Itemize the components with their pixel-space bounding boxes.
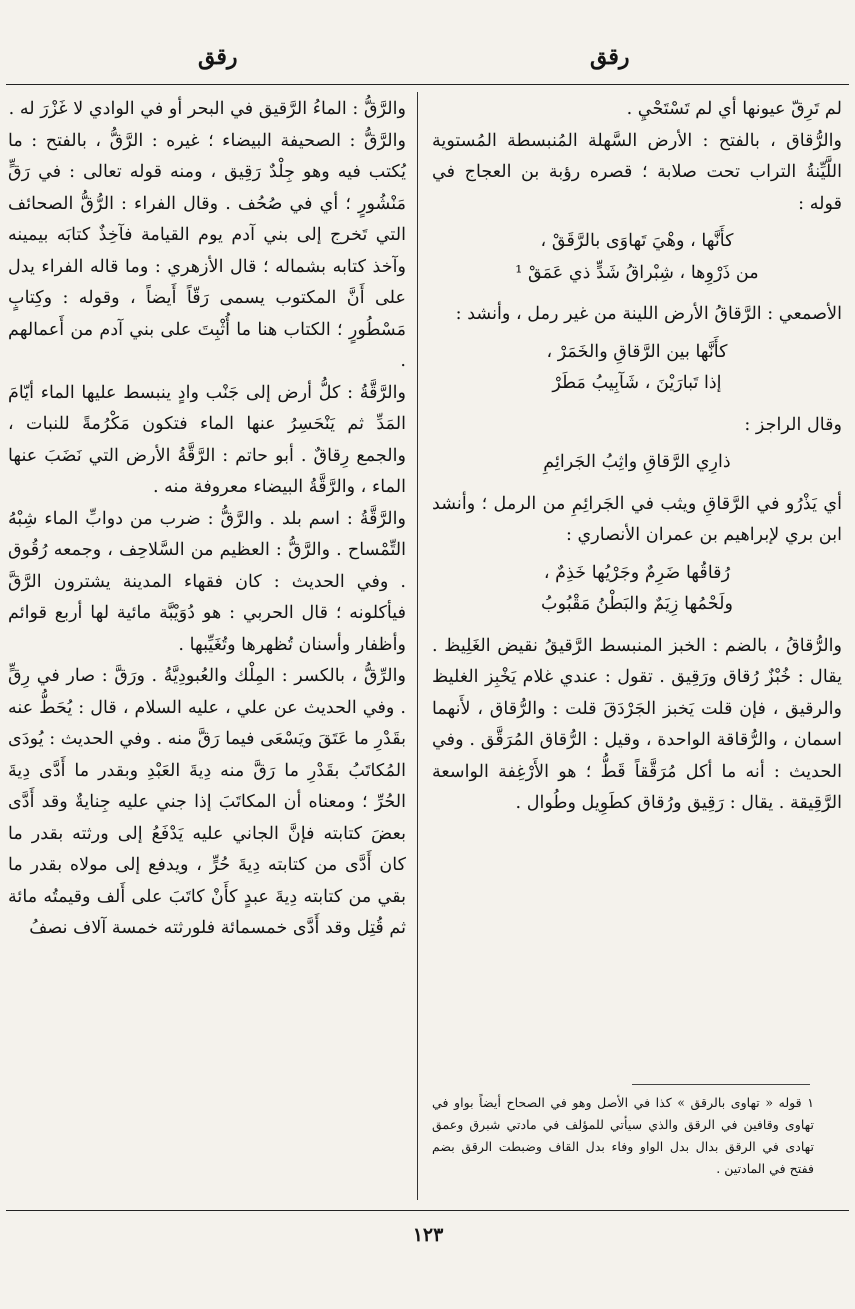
entry-paragraph: والرَّقُّ : الصحيفة البيضاء ؛ غيره : الرَّقُّ ، بالفتح : ما يُكتب فيه وهو جِلْدٌ رَقِيق ، ومنه قوله تعالى : في رَقٍّ مَنْشُورٍ ؛ أي في صُحُف . وقال الفراء : الرُّقُّ الصحائف التي تَخرج إلى بني آدم يوم القيامة فآخِذٌ كتابَه بيمينه وآخذ كتابه بشماله ؛ قال الأزهري : وما قاله الفراء يدل على أَنَّ المكتوب يسمى رَقّاً أَيضاً ، وقوله : وكِتابٍ مَسْطُورٍ ؛ الكتاب هنا ما أُثْبِتَ على بني آدم من أَعمالهم . bbox=[8, 130, 406, 371]
verse-block bbox=[432, 337, 842, 400]
entry-paragraph: والرُّقاق ، بالفتح : الأرض السَّهلة المُنبسطة المُستوية اللَّيِّنةُ التراب تحت صلابة ؛ قصره رؤبة بن العجاج في قوله : bbox=[432, 130, 842, 214]
verse-block bbox=[432, 558, 842, 621]
right-column bbox=[432, 94, 842, 820]
verse-line: رُقاقُها ضَرِمٌ وجَرْيُها خَذِمٌ ، bbox=[543, 562, 731, 583]
page-number: ١٢٣ bbox=[412, 1224, 444, 1246]
verse-line: إذا تَبارَيْنَ ، شَآبِيبُ مَطَرْ bbox=[552, 373, 722, 393]
entry-paragraph: الأصمعي : الرَّقاقُ الأرض اللينة من غير رمل ، وأنشد : bbox=[455, 304, 842, 324]
verse-line: ولَحْمُها زِيَمٌ والبَطْنُ مَقْبُوبُ bbox=[541, 594, 733, 614]
verse-block bbox=[432, 447, 842, 479]
entry-paragraph: وقال الراجز : bbox=[744, 414, 842, 435]
running-header-left: رقق bbox=[198, 44, 238, 70]
running-header-right: رقق bbox=[590, 44, 630, 70]
entry-paragraph: أي يَذْرُو في الرَّقاقِ ويثب في الجَرائِمِ من الرمل ؛ وأنشد ابن بري لإبراهيم بن عمران الأنصاري : bbox=[432, 493, 842, 545]
header-rule bbox=[6, 84, 849, 85]
entry-paragraph: والرُّقاقُ ، بالضم : الخبز المنبسط الرَّقيقُ نقيض الغَلِيظ . يقال : خُبْزٌ رُقاق ورَقِيق . تقول : عندي غلام يَخْبِز الغليظ والرقيق ، فإن قلت يَخبز الجَرْدَقَ قلت : والرُّقاق ، لأَنهما اسمان ، والرُّقاقة الواحدة ، وقيل : الرُّقاق المُرَقَّق . وفي الحديث : أنه ما أكل مُرَقَّقاً قَطُّ ؛ هو الأَرْغِفة الواسعة الرَّقِيقة . يقال : رَقِيق ورُقاق كطَوِيل وطُوال . bbox=[432, 635, 842, 813]
verse-line: كأَنَّها ، وهْيَ تَهاوَى بالرَّقَقْ ، bbox=[540, 231, 734, 251]
entry-paragraph: والرَّقُّ : الماءُ الرَّقيق في البحر أو في الوادي لا غَزْرَ له . bbox=[8, 99, 406, 119]
verse-line: من ذَرْوِها ، شِبْراقُ شَدٍّ ذي عَمَقْ ¹ bbox=[515, 262, 759, 283]
entry-paragraph: لم تَرِقّ عيونها أي لم تَسْتَحْيِ . bbox=[626, 99, 842, 119]
entry-paragraph: والرِّقُّ ، بالكسر : المِلْك والعُبودِيَّةُ . ورَقَّ : صار في رِقٍّ . وفي الحديث عن علي ، عليه السلام ، قال : يُحَطُّ عنه بقَدْرِ ما عَتَقَ ويَسْعَى فيما رَقَّ منه . وفي الحديث : يُودَى المُكاتَبُ بقَدْرِ ما رَقَّ منه دِيةَ العَبْدِ وبقدر ما أَدَّى دِيةَ الحُرِّ ؛ ومعناه أن المكاتَبَ إذا جني عليه جِنايةٌ وقد أَدَّى بعضَ كتابته فإنَّ الجاني عليه يَدْفَعُ إلى ورثته بقدر ما كان أَدَّى من كتابته دِيةَ حُرٍّ ، ويدفع إلى مولاه بقدر ما بقي من كتابته دِيةَ عبدٍ كأَنْ كاتَبَ على أَلف وقيمتُه مائة ثم قُتِل وقد أَدَّى خمسمائة فلورثته خمسة آلاف نصفُ bbox=[8, 666, 406, 938]
entry-paragraph: والرَّقَّةُ : كلُّ أرض إلى جَنْب وادٍ ينبسط عليها الماء أيّامَ المَدِّ ثم يَنْحَسِرُ عنها الماء فتكون مَكْرُمةً للنبات ، والجمع رِقاقٌ . أبو حاتم : الرَّقَّةُ الأرض التي نَضَبَ عنها الماء ، والرَّقَّةُ البيضاء معروفة منه . bbox=[8, 382, 406, 497]
verse-block bbox=[432, 226, 842, 289]
column-divider bbox=[417, 92, 418, 1200]
footer-rule bbox=[6, 1210, 849, 1211]
verse-line: ذارِي الرَّقاقِ واثِبُ الجَرائِمِ bbox=[543, 452, 731, 472]
left-column bbox=[8, 94, 406, 945]
entry-paragraph: والرَّقَّةُ : اسم بلد . والرَّقُّ : ضرب من دوابِّ الماء شِبْهُ التِّمْساح . والرَّقُّ : العظيم من السَّلاحِف ، وجمعه رُقُوق . وفي الحديث : كان فقهاء المدينة يشترون الرَّقَّ فيأكلونه ؛ قال الحربي : هو دُوَيْبَّة مائية لها أربع قوائم وأظفار وأسنان تُظهرها وتُغَيِّبها . bbox=[8, 508, 406, 655]
footnote: ١ قوله « تهاوى بالرقق » كذا في الأصل وهو في الصحاح أيضاً بواو في تهاوى وقافين في الرقق والذي سيأتي للمؤلف في مادتي شبرق وعمق تهادى في الرقق بدال بدل الواو وفاء بدل القاف وضبطت الرقق بضم ففتح في المادتين . bbox=[432, 1095, 814, 1176]
verse-line: كأَنَّها بين الرَّقاقِ والخَمَرْ ، bbox=[546, 341, 728, 362]
footnote-rule bbox=[632, 1084, 810, 1085]
